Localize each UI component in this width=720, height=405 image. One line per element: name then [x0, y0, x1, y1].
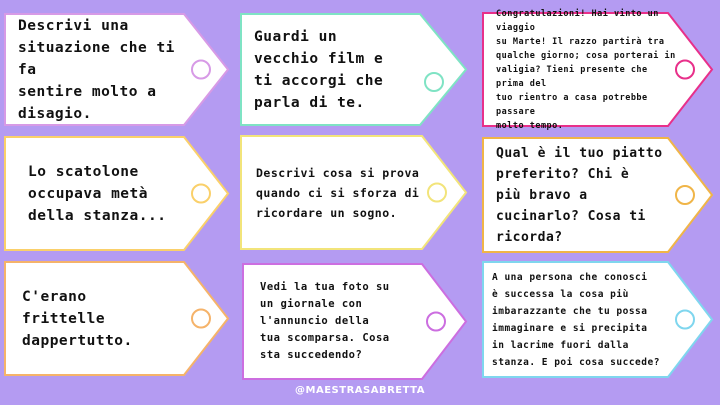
prompt-card-2	[240, 13, 468, 126]
tag-hole-ring	[676, 61, 694, 79]
card-text: Descrivi una situazione che ti fa sentire molto a disagio.	[18, 17, 175, 122]
tag-hole-ring	[192, 310, 210, 328]
prompt-card-4	[4, 136, 230, 251]
card-text: Congratulazioni! Hai vinto un viaggio su Marte! Il razzo partirà tra qualche giorno; cosa porterai in valigia? Tieni presente che prima del tuo rientro a casa potrebbe passare molto tempo.	[496, 8, 676, 131]
tag-hole-ring	[428, 184, 446, 202]
tag-hole-ring	[425, 73, 443, 91]
prompt-card-9	[482, 261, 714, 378]
prompt-card-5	[240, 135, 468, 250]
tag-hole-ring	[192, 185, 210, 203]
tag-hole-ring	[676, 186, 694, 204]
tag-hole-ring	[192, 61, 210, 79]
tag-hole-ring	[427, 313, 445, 331]
card-text: Qual è il tuo piatto preferito? Chi è più bravo a cucinarlo? Cosa ti ricorda?	[496, 145, 663, 245]
card-text: C'erano frittelle dappertutto.	[22, 288, 133, 349]
prompt-card-6	[482, 137, 714, 253]
card-text: A una persona che conosci è successa la cosa più imbarazzante che tu possa immaginare e si precipita in lacrime fuori dalla stanza. E poi cosa succede?	[492, 271, 660, 368]
prompt-card-1	[4, 13, 230, 126]
card-text: Descrivi cosa si prova quando ci si sforza di ricordare un sogno.	[256, 165, 420, 220]
prompt-card-8	[242, 263, 468, 380]
card-text: Guardi un vecchio film e ti accorgi che parla di te.	[254, 28, 384, 111]
author-credit: @MAESTRASABRETTA	[295, 385, 425, 396]
prompt-card-7	[4, 261, 230, 376]
card-text: Vedi la tua foto su un giornale con l'annuncio della tua scomparsa. Cosa sta succedendo?	[260, 281, 390, 361]
prompt-card-3	[482, 8, 714, 131]
card-text: Lo scatolone occupava metà della stanza...	[28, 163, 167, 224]
